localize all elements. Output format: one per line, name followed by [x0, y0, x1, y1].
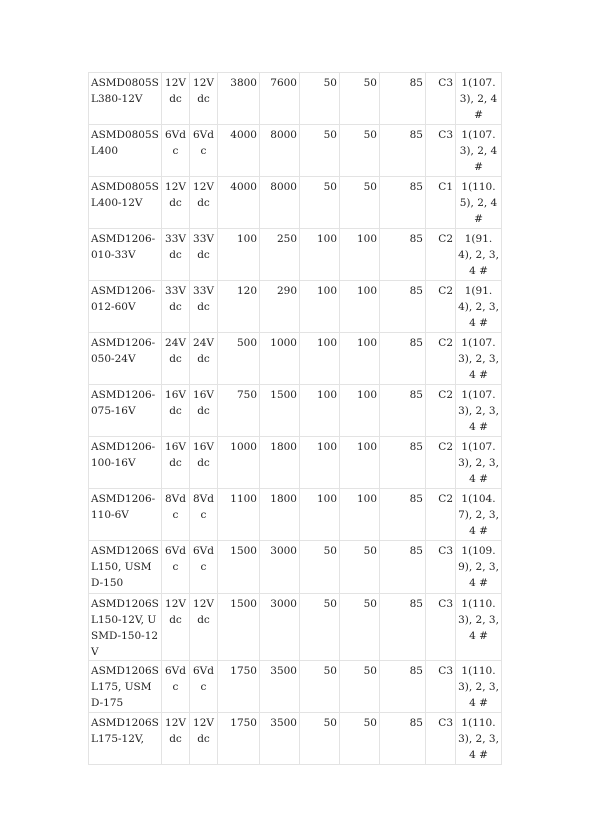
cell-voltage-max: 16Vdc	[162, 385, 190, 437]
cell-part-number: ASMD1206-110-6V	[89, 489, 162, 541]
cell-param-b: 50	[340, 177, 380, 229]
cell-notes: 1(110.3), 2, 3, 4 #	[456, 661, 502, 713]
cell-voltage-rated: 16Vdc	[190, 385, 218, 437]
cell-temperature: 85	[380, 437, 426, 489]
cell-class: C2	[426, 489, 456, 541]
cell-part-number: ASMD1206SL175, USMD-175	[89, 661, 162, 713]
cell-part-number: ASMD1206-100-16V	[89, 437, 162, 489]
cell-voltage-max: 6Vdc	[162, 541, 190, 594]
cell-notes: 1(107.3), 2, 3, 4 #	[456, 333, 502, 385]
cell-voltage-rated: 6Vdc	[190, 541, 218, 594]
cell-hold-current: 1750	[218, 713, 260, 765]
cell-part-number: ASMD1206-075-16V	[89, 385, 162, 437]
table-row	[89, 489, 502, 541]
cell-param-a: 100	[300, 437, 340, 489]
cell-hold-current: 1100	[218, 489, 260, 541]
cell-part-number: ASMD1206-012-60V	[89, 281, 162, 333]
cell-voltage-max: 8Vdc	[162, 489, 190, 541]
cell-notes: 1(109.9), 2, 3, 4 #	[456, 541, 502, 594]
cell-voltage-max: 12Vdc	[162, 713, 190, 765]
cell-param-a: 100	[300, 229, 340, 281]
table-row	[89, 125, 502, 177]
cell-temperature: 85	[380, 594, 426, 661]
cell-class: C3	[426, 594, 456, 661]
cell-param-a: 50	[300, 177, 340, 229]
cell-temperature: 85	[380, 541, 426, 594]
cell-part-number: ASMD0805SL400-12V	[89, 177, 162, 229]
cell-class: C2	[426, 333, 456, 385]
cell-notes: 1(104.7), 2, 3, 4 #	[456, 489, 502, 541]
cell-voltage-max: 12Vdc	[162, 73, 190, 125]
cell-part-number: ASMD1206-010-33V	[89, 229, 162, 281]
cell-class: C3	[426, 661, 456, 713]
cell-hold-current: 3800	[218, 73, 260, 125]
cell-hold-current: 500	[218, 333, 260, 385]
cell-param-a: 50	[300, 594, 340, 661]
cell-temperature: 85	[380, 177, 426, 229]
cell-voltage-max: 6Vdc	[162, 661, 190, 713]
cell-param-b: 100	[340, 489, 380, 541]
cell-notes: 1(107.3), 2, 3, 4 #	[456, 437, 502, 489]
cell-param-b: 100	[340, 333, 380, 385]
cell-param-a: 100	[300, 333, 340, 385]
table-body	[89, 73, 502, 765]
cell-param-a: 50	[300, 125, 340, 177]
cell-part-number: ASMD1206SL150, USMD-150	[89, 541, 162, 594]
cell-temperature: 85	[380, 125, 426, 177]
cell-part-number: ASMD1206SL175-12V,	[89, 713, 162, 765]
cell-class: C2	[426, 385, 456, 437]
cell-voltage-rated: 12Vdc	[190, 177, 218, 229]
cell-hold-current: 1500	[218, 594, 260, 661]
cell-param-a: 100	[300, 489, 340, 541]
cell-trip-current: 8000	[260, 125, 300, 177]
cell-trip-current: 3000	[260, 541, 300, 594]
cell-param-b: 50	[340, 661, 380, 713]
table-row	[89, 229, 502, 281]
cell-param-a: 100	[300, 281, 340, 333]
cell-temperature: 85	[380, 713, 426, 765]
cell-voltage-max: 24Vdc	[162, 333, 190, 385]
cell-param-a: 50	[300, 541, 340, 594]
cell-temperature: 85	[380, 489, 426, 541]
cell-param-b: 100	[340, 437, 380, 489]
cell-part-number: ASMD0805SL400	[89, 125, 162, 177]
cell-param-a: 50	[300, 713, 340, 765]
cell-hold-current: 4000	[218, 125, 260, 177]
cell-hold-current: 4000	[218, 177, 260, 229]
cell-param-b: 100	[340, 281, 380, 333]
cell-trip-current: 1800	[260, 489, 300, 541]
cell-class: C2	[426, 437, 456, 489]
parts-spec-table	[88, 72, 502, 765]
cell-param-b: 100	[340, 385, 380, 437]
table-row	[89, 281, 502, 333]
cell-class: C3	[426, 713, 456, 765]
cell-voltage-rated: 12Vdc	[190, 594, 218, 661]
cell-hold-current: 1500	[218, 541, 260, 594]
cell-temperature: 85	[380, 661, 426, 713]
cell-voltage-rated: 16Vdc	[190, 437, 218, 489]
table-row	[89, 177, 502, 229]
cell-notes: 1(107.3), 2, 4 #	[456, 73, 502, 125]
cell-param-a: 50	[300, 73, 340, 125]
cell-hold-current: 1750	[218, 661, 260, 713]
cell-temperature: 85	[380, 333, 426, 385]
table-row	[89, 661, 502, 713]
cell-hold-current: 750	[218, 385, 260, 437]
cell-param-b: 50	[340, 73, 380, 125]
cell-param-b: 50	[340, 713, 380, 765]
cell-voltage-max: 33Vdc	[162, 229, 190, 281]
cell-temperature: 85	[380, 281, 426, 333]
cell-class: C3	[426, 125, 456, 177]
cell-class: C3	[426, 73, 456, 125]
cell-voltage-max: 16Vdc	[162, 437, 190, 489]
cell-voltage-max: 33Vdc	[162, 281, 190, 333]
cell-trip-current: 250	[260, 229, 300, 281]
cell-hold-current: 1000	[218, 437, 260, 489]
cell-part-number: ASMD1206-050-24V	[89, 333, 162, 385]
cell-voltage-max: 12Vdc	[162, 177, 190, 229]
cell-param-b: 50	[340, 125, 380, 177]
cell-notes: 1(110.3), 2, 3, 4 #	[456, 594, 502, 661]
cell-trip-current: 1500	[260, 385, 300, 437]
cell-notes: 1(91.4), 2, 3, 4 #	[456, 281, 502, 333]
cell-notes: 1(107.3), 2, 4 #	[456, 125, 502, 177]
cell-temperature: 85	[380, 73, 426, 125]
table-row	[89, 385, 502, 437]
cell-part-number: ASMD1206SL150-12V, USMD-150-12V	[89, 594, 162, 661]
cell-param-b: 50	[340, 541, 380, 594]
cell-trip-current: 3500	[260, 713, 300, 765]
cell-voltage-rated: 6Vdc	[190, 125, 218, 177]
table-row	[89, 594, 502, 661]
cell-hold-current: 100	[218, 229, 260, 281]
cell-notes: 1(91.4), 2, 3, 4 #	[456, 229, 502, 281]
cell-trip-current: 290	[260, 281, 300, 333]
cell-temperature: 85	[380, 229, 426, 281]
cell-trip-current: 3500	[260, 661, 300, 713]
cell-class: C1	[426, 177, 456, 229]
cell-part-number: ASMD0805SL380-12V	[89, 73, 162, 125]
cell-param-a: 100	[300, 385, 340, 437]
cell-voltage-rated: 33Vdc	[190, 229, 218, 281]
cell-param-b: 100	[340, 229, 380, 281]
cell-trip-current: 8000	[260, 177, 300, 229]
cell-trip-current: 1800	[260, 437, 300, 489]
cell-trip-current: 3000	[260, 594, 300, 661]
table-row	[89, 73, 502, 125]
cell-temperature: 85	[380, 385, 426, 437]
cell-voltage-rated: 33Vdc	[190, 281, 218, 333]
cell-voltage-rated: 6Vdc	[190, 661, 218, 713]
cell-notes: 1(110.3), 2, 3, 4 #	[456, 713, 502, 765]
cell-hold-current: 120	[218, 281, 260, 333]
cell-notes: 1(110.5), 2, 4 #	[456, 177, 502, 229]
table-row	[89, 713, 502, 765]
cell-voltage-rated: 24Vdc	[190, 333, 218, 385]
cell-param-a: 50	[300, 661, 340, 713]
table-row	[89, 437, 502, 489]
cell-voltage-max: 6Vdc	[162, 125, 190, 177]
cell-voltage-rated: 12Vdc	[190, 73, 218, 125]
cell-trip-current: 1000	[260, 333, 300, 385]
cell-class: C2	[426, 229, 456, 281]
cell-class: C2	[426, 281, 456, 333]
cell-notes: 1(107.3), 2, 3, 4 #	[456, 385, 502, 437]
cell-voltage-max: 12Vdc	[162, 594, 190, 661]
table-row	[89, 541, 502, 594]
cell-voltage-rated: 8Vdc	[190, 489, 218, 541]
table-row	[89, 333, 502, 385]
cell-class: C3	[426, 541, 456, 594]
cell-voltage-rated: 12Vdc	[190, 713, 218, 765]
cell-trip-current: 7600	[260, 73, 300, 125]
cell-param-b: 50	[340, 594, 380, 661]
